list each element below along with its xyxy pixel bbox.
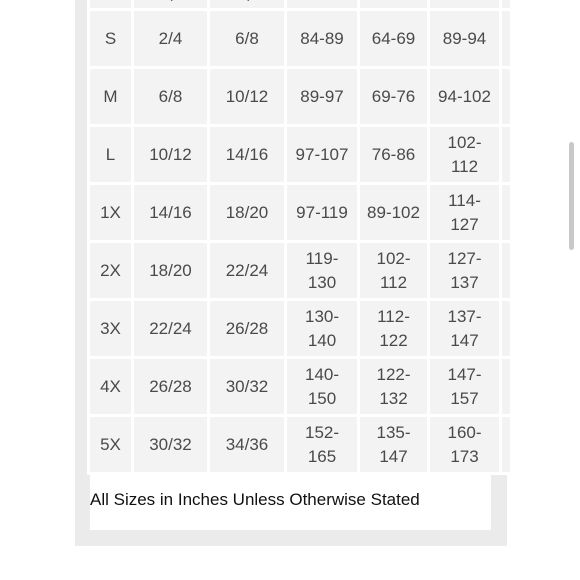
table-cell: 10/12: [134, 127, 207, 182]
table-cell: 94-102: [430, 69, 499, 124]
vertical-scrollbar[interactable]: [569, 142, 574, 250]
table-row: [90, 359, 510, 414]
header-cell: [210, 0, 284, 8]
table-cell: [430, 301, 499, 356]
table-cell: 2/4: [134, 11, 207, 66]
size-label-cell: 1X: [90, 185, 131, 240]
table-cell: 97-119: [287, 185, 357, 240]
size-label-cell: L: [90, 127, 131, 182]
table-cell: [430, 243, 499, 298]
table-cell: 30/32: [134, 417, 207, 472]
table-cell: [360, 359, 427, 414]
header-cell: [430, 0, 499, 8]
table-cell: [287, 301, 357, 356]
table-cell: [430, 359, 499, 414]
table-cell: 89-97: [287, 69, 357, 124]
table-cell-text: 130-140: [304, 306, 340, 350]
table-cell: 6/8: [210, 11, 284, 66]
table-cell: 18/20: [134, 243, 207, 298]
table-cell: 97-107: [287, 127, 357, 182]
size-table: [87, 0, 513, 475]
table-cell: [360, 243, 427, 298]
table-cell-text: 147-157: [447, 364, 482, 408]
table-cell-text: 102-112: [376, 248, 411, 292]
size-label-cell: 4X: [90, 359, 131, 414]
table-header-row: [90, 0, 510, 8]
table-cell: [287, 359, 357, 414]
table-cell-text: 135-147: [376, 422, 411, 466]
table-cell: 69-76: [360, 69, 427, 124]
header-cell: [287, 0, 357, 8]
table-cell: [430, 185, 499, 240]
table-row: [90, 11, 510, 66]
table-cell: [430, 417, 499, 472]
table-cell: 18/20: [210, 185, 284, 240]
size-chart-footnote: All Sizes in Inches Unless Otherwise Stated: [90, 490, 420, 509]
size-label-cell: 2X: [90, 243, 131, 298]
table-cell-text: 112-122: [377, 306, 410, 350]
table-cell: [360, 301, 427, 356]
table-cell: 14/16: [134, 185, 207, 240]
header-cell: [360, 0, 427, 8]
table-cell: 26/28: [210, 301, 284, 356]
table-cell: 76-86: [360, 127, 427, 182]
table-cell: 89-102: [360, 185, 427, 240]
table-cell-text: 122-132: [376, 364, 411, 408]
table-cell: 89-94: [430, 11, 499, 66]
size-label-cell: S: [90, 11, 131, 66]
table-cell-text: 140-150: [304, 364, 340, 408]
table-cell: 30/32: [210, 359, 284, 414]
size-label-cell: 3X: [90, 301, 131, 356]
table-edge-cell: [502, 417, 510, 472]
table-edge-cell: [502, 127, 510, 182]
table-cell: [430, 127, 499, 182]
table-cell-text: 119-130: [305, 248, 339, 292]
table-cell: 84-89: [287, 11, 357, 66]
table-edge-cell: [502, 185, 510, 240]
size-label-cell: 5X: [90, 417, 131, 472]
table-cell-text: 152-165: [304, 422, 340, 466]
table-cell: 34/36: [210, 417, 284, 472]
header-cell: [90, 0, 131, 8]
table-cell: [287, 417, 357, 472]
table-row: [90, 417, 510, 472]
table-edge-cell: [502, 69, 510, 124]
table-cell: 6/8: [134, 69, 207, 124]
table-edge-cell: [502, 0, 510, 8]
table-edge-cell: [502, 301, 510, 356]
header-cell: [134, 0, 207, 8]
table-cell-text: 127-137: [447, 248, 482, 292]
table-cell-text: 160-173: [447, 422, 482, 466]
table-cell: [287, 243, 357, 298]
table-edge-cell: [502, 243, 510, 298]
table-row: [90, 185, 510, 240]
table-cell-text: 137-147: [447, 306, 482, 350]
table-edge-cell: [502, 11, 510, 66]
table-row: [90, 127, 510, 182]
table-cell: 22/24: [134, 301, 207, 356]
table-cell-text: 102-112: [447, 132, 482, 176]
table-cell: 26/28: [134, 359, 207, 414]
size-label-cell: M: [90, 69, 131, 124]
table-cell: [360, 417, 427, 472]
table-cell-text: 114-127: [448, 190, 481, 234]
table-cell: 64-69: [360, 11, 427, 66]
table-cell: 14/16: [210, 127, 284, 182]
table-cell: 10/12: [210, 69, 284, 124]
table-row: [90, 69, 510, 124]
table-edge-cell: [502, 359, 510, 414]
table-row: [90, 243, 510, 298]
table-row: [90, 301, 510, 356]
table-cell: 22/24: [210, 243, 284, 298]
